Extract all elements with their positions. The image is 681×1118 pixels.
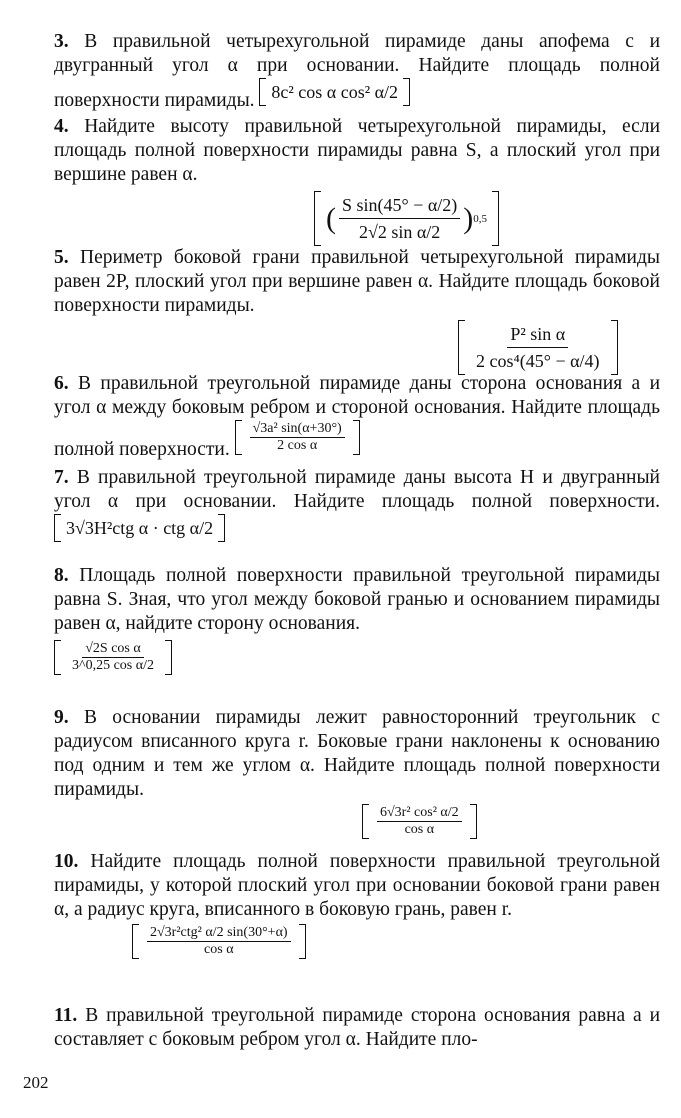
answer-numerator: √3a² sin(α+30°) [250, 422, 345, 438]
answer-numerator: 2√3r²ctg² α/2 sin(30°+α) [147, 926, 291, 942]
answer [235, 420, 360, 455]
problem-number: 7. [54, 467, 69, 488]
answer-fraction [473, 322, 603, 373]
problem-number: 11. [54, 1005, 78, 1026]
problem-10 [54, 850, 660, 966]
problem-number: 3. [54, 31, 69, 52]
problem-number: 8. [54, 565, 69, 586]
answer-denominator: 2√2 sin α/2 [358, 222, 441, 242]
answer-denominator: 2 cos α [277, 438, 318, 453]
answer [132, 924, 306, 959]
answer-fraction [147, 926, 291, 957]
answer [458, 320, 618, 375]
answer-denominator: 3^0,25 cos α/2 [72, 658, 154, 673]
answer-exponent: 0,5 [473, 212, 488, 225]
problem-number: 5. [54, 247, 69, 268]
answer-expression: 3√3H²ctg α · ctg α/2 [66, 518, 214, 538]
problem-text: В правильной треугольной пирамиде даны высота H и двугранный угол α при основании. Найдите площадь полной поверхности. [54, 467, 660, 512]
problem-number: 10. [54, 851, 79, 872]
problem-text: В основании пирамиды лежит равносторонний треугольник с радиусом вписанного круга r. Боковые грани наклонены к основанию под одним и тем же углом α. Найдите площадь полной поверхности пирамиды. [54, 707, 661, 800]
problem-text: В правильной четырехугольной пирамиде даны апофема c и двугранный угол α при основании. Найдите площадь полной поверхности пирамиды. [54, 31, 661, 111]
problem-text: Периметр боковой грани правильной четырехугольной пирамиды равен 2P, плоский угол при вершине равен α. Найдите площадь боковой поверхности пирамиды. [54, 247, 661, 316]
problem-11 [54, 1004, 660, 1052]
answer [54, 640, 172, 675]
problem-5 [54, 246, 660, 382]
problem-6 [54, 372, 660, 462]
answer [54, 514, 225, 542]
problem-text: В правильной треугольной пирамиде сторона основания равна a и составляет с боковым ребром угол α. Найдите пло- [54, 1005, 661, 1050]
answer-fraction [377, 806, 462, 837]
problem-7 [54, 466, 660, 549]
problem-text: В правильной треугольной пирамиде даны сторона основания a и угол α между боковым ребром и стороной основания. Найдите площадь полной поверхности. [54, 373, 661, 460]
answer-denominator: cos α [404, 822, 435, 837]
problem-text: Найдите площадь полной поверхности правильной треугольной пирамиды, у которой плоский угол при основании боковой грани равен α, а радиус круга, вписанного в боковую грань, равен r. [54, 851, 661, 920]
answer-denominator: 2 cos⁴(45° − α/4) [476, 351, 600, 371]
problem-number: 9. [54, 707, 69, 728]
page-number: 202 [23, 1073, 49, 1092]
answer [259, 78, 410, 106]
answer-numerator: 6√3r² cos² α/2 [377, 806, 462, 822]
problem-number: 6. [54, 373, 69, 394]
answer-fraction [69, 642, 157, 673]
answer [362, 804, 477, 839]
answer-fraction [339, 193, 460, 244]
answer-numerator: S sin(45° − α/2) [339, 193, 460, 219]
problem-8 [54, 564, 660, 682]
answer-expression: 8c² cos α cos² α/2 [271, 82, 399, 102]
answer-numerator: √2S cos α [82, 642, 143, 658]
problem-3 [54, 30, 660, 113]
answer: ( $\frac{\text{S sin(45° − α/2)}}{\text{2√2 sin α/2}}$ ) 0,5 [314, 191, 499, 246]
answer-numerator: P² sin α [507, 322, 568, 348]
problem-text: Найдите высоту правильной четырехугольной пирамиды, если площадь полной поверхности пирамиды равна S, а плоский угол при вершине равен α. [54, 116, 661, 185]
problem-number: 4. [54, 116, 69, 137]
answer-fraction [250, 422, 345, 453]
problem-4 [54, 115, 660, 253]
problem-text: Площадь полной поверхности правильной треугольной пирамиды равна S. Зная, что угол между боковой гранью и основанием пирамиды равен α, найдите сторону основания. [54, 565, 660, 634]
answer-denominator: cos α [204, 942, 234, 957]
problem-9 [54, 706, 660, 846]
